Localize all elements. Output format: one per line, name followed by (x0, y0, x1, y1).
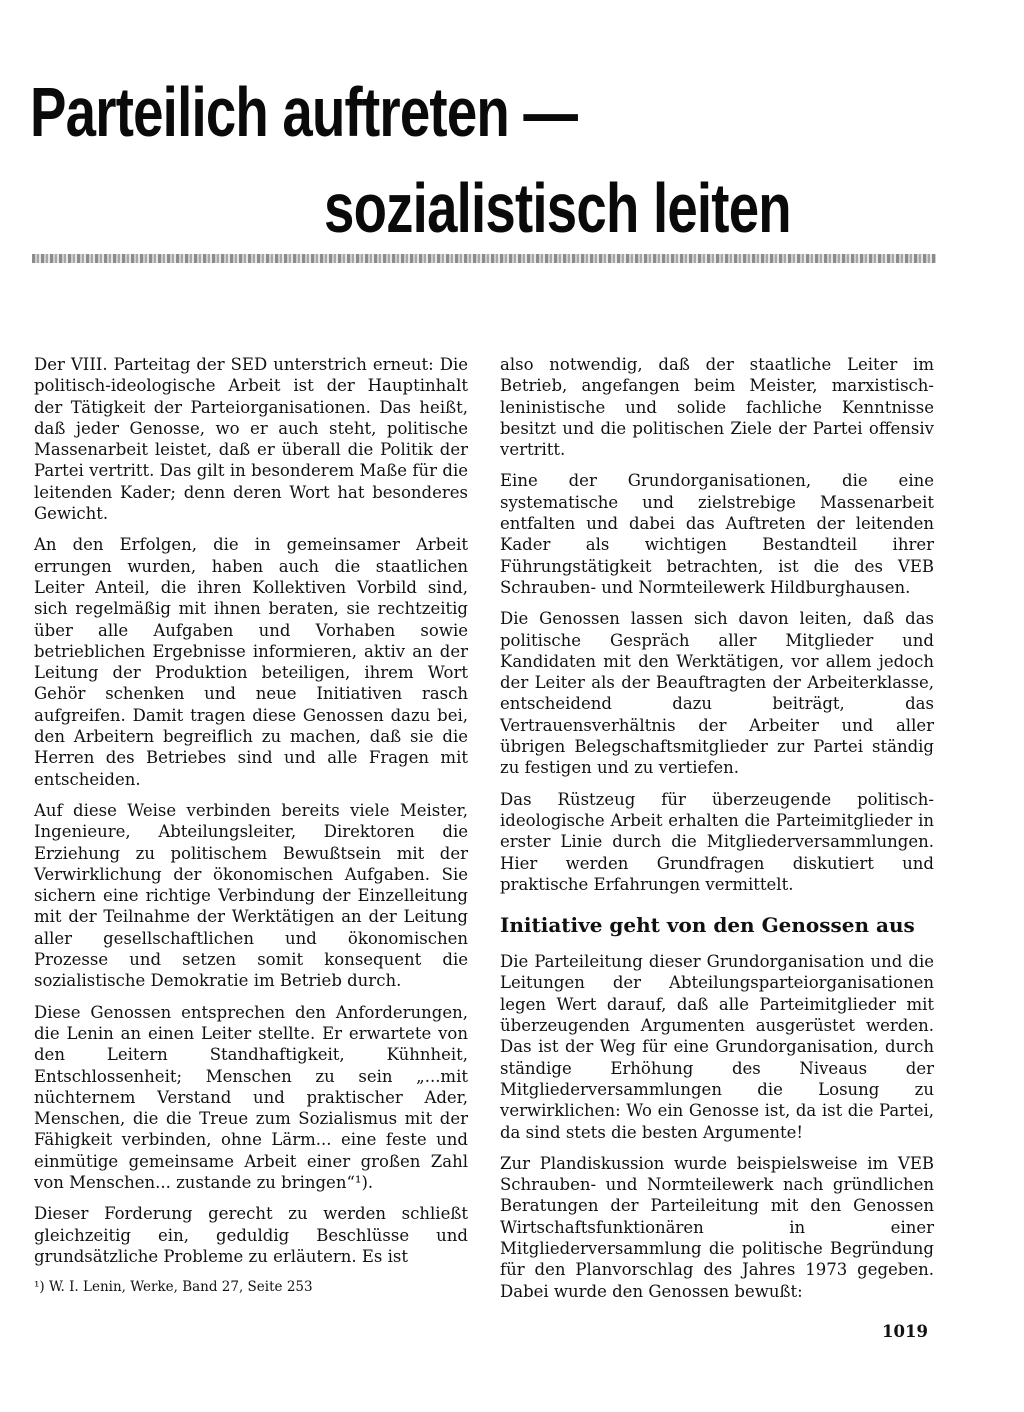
paragraph: also notwendig, daß der staatliche Leiter im Betrieb, angefangen beim Meister, marxistisch-leninistische und solide fachliche Kenntnisse besitzt und die politischen Ziele der Partei offensiv vertritt. (500, 355, 934, 460)
page-number: 1019 (882, 1322, 928, 1341)
section-heading: Initiative geht von den Genossen aus (500, 913, 915, 938)
footnote: ¹) W. I. Lenin, Werke, Band 27, Seite 253 (34, 1279, 313, 1295)
paragraph: An den Erfolgen, die in gemeinsamer Arbeit errungen wurden, haben auch die staatlichen Leiter Anteil, die ihren Kollektiven Vorbild sind, sich regelmäßig mit ihnen beraten, sie rechtzeitig über alle Aufgaben und Vorhaben sowie betrieblichen Ergebnisse informieren, aktiv an der Leitung der Produktion beteiligen, ihrem Wort Gehör schenken und neue Initiativen rasch aufgreifen. Damit tragen diese Genossen dazu bei, den Arbeitern begreiflich zu machen, daß sie die Herren des Betriebes sind und alle Fragen mit entscheiden. (34, 535, 468, 789)
paragraph: Das Rüstzeug für überzeugende politisch-ideologische Arbeit erhalten die Parteimitglieder in erster Linie durch die Mitgliederversammlungen. Hier werden Grundfragen diskutiert und praktische Erfahrungen vermittelt. (500, 789, 934, 894)
paragraph: Auf diese Weise verbinden bereits viele Meister, Ingenieure, Abteilungsleiter, Direktoren die Erziehung zu politischem Bewußtsein mit der Verwirklichung der ökonomischen Aufgaben. Sie sichern eine richtige Verbindung der Einzelleitung mit der Teilnahme der Werktätigen an der Leitung aller gesellschaftlichen und ökonomischen Prozesse und setzen somit konsequent die sozialistische Demokratie im Betrieb durch. (34, 800, 468, 991)
page-title-line-2: sozialistisch leiten (324, 169, 791, 247)
paragraph: Die Genossen lassen sich davon leiten, daß das politische Gespräch aller Mitglieder und Kandidaten mit den Werktätigen, vor allem jedoch der Leiter als der Beauftragten der Arbeiterklasse, entscheidend dazu beiträgt, das Vertrauensverhältnis der Arbeiter und aller übrigen Belegschaftsmitglieder zur Partei ständig zu festigen und zu vertiefen. (500, 609, 934, 778)
paragraph: Eine der Grundorganisationen, die eine systematische und zielstrebige Massenarbeit entfalten und dabei das Auftreten der leitenden Kader als wichtigen Bestandteil ihrer Führungstätigkeit betrachten, ist die des VEB Schrauben- und Normteilewerk Hildburghausen. (500, 471, 934, 597)
paragraph: Dieser Forderung gerecht zu werden schließt gleichzeitig ein, geduldig Beschlüsse und grundsätzliche Probleme zu erläutern. Es ist (34, 1204, 468, 1266)
paragraph: Der VIII. Parteitag der SED unterstrich erneut: Die politisch-ideologische Arbeit ist der Hauptinhalt der Tätigkeit der Parteiorganisationen. Das heißt, daß jeder Genosse, wo er auch steht, politische Massenarbeit leistet, daß er überall die Politik der Partei vertritt. Das gilt in besonderem Maße für die leitenden Kader; denn deren Wort hat besonderes Gewicht. (34, 355, 468, 524)
paragraph: Diese Genossen entsprechen den Anforderungen, die Lenin an einen Leiter stellte. Er erwartete von den Leitern Standhaftigkeit, Kühnheit, Entschlossenheit; Menschen zu sein „...mit nüchternem Verstand und praktischer Ader, Menschen, die die Treue zum Sozialismus mit der Fähigkeit verbinden, ohne Lärm... eine feste und einmütige gemeinsame Arbeit einer großen Zahl von Menschen... zustande zu bringen“¹). (34, 1002, 468, 1192)
title-divider (32, 254, 936, 263)
paragraph: Zur Plandiskussion wurde beispielsweise im VEB Schrauben- und Normteilewerk nach gründlichen Beratungen der Parteileitung mit den Genossen Wirtschaftsfunktionären in einer Mitgliederversammlung die politische Begründung für den Planvorschlag des Jahres 1973 gegeben. Dabei wurde den Genossen bewußt: (500, 1153, 934, 1301)
paragraph: Die Parteileitung dieser Grundorganisation und die Leitungen der Abteilungsparteiorganisationen legen Wert darauf, daß alle Parteimitglieder mit überzeugenden Argumenten ausgerüstet werden. Das ist der Weg für eine Grundorganisation, durch ständige Erhöhung des Niveaus der Mitgliederversammlungen die Losung zu verwirklichen: Wo ein Genosse ist, da ist die Partei, da sind stets die besten Argumente! (500, 952, 934, 1142)
left-column (34, 354, 468, 1277)
page-title-line-1: Parteilich auftreten — (30, 73, 578, 151)
right-column (500, 354, 934, 1312)
